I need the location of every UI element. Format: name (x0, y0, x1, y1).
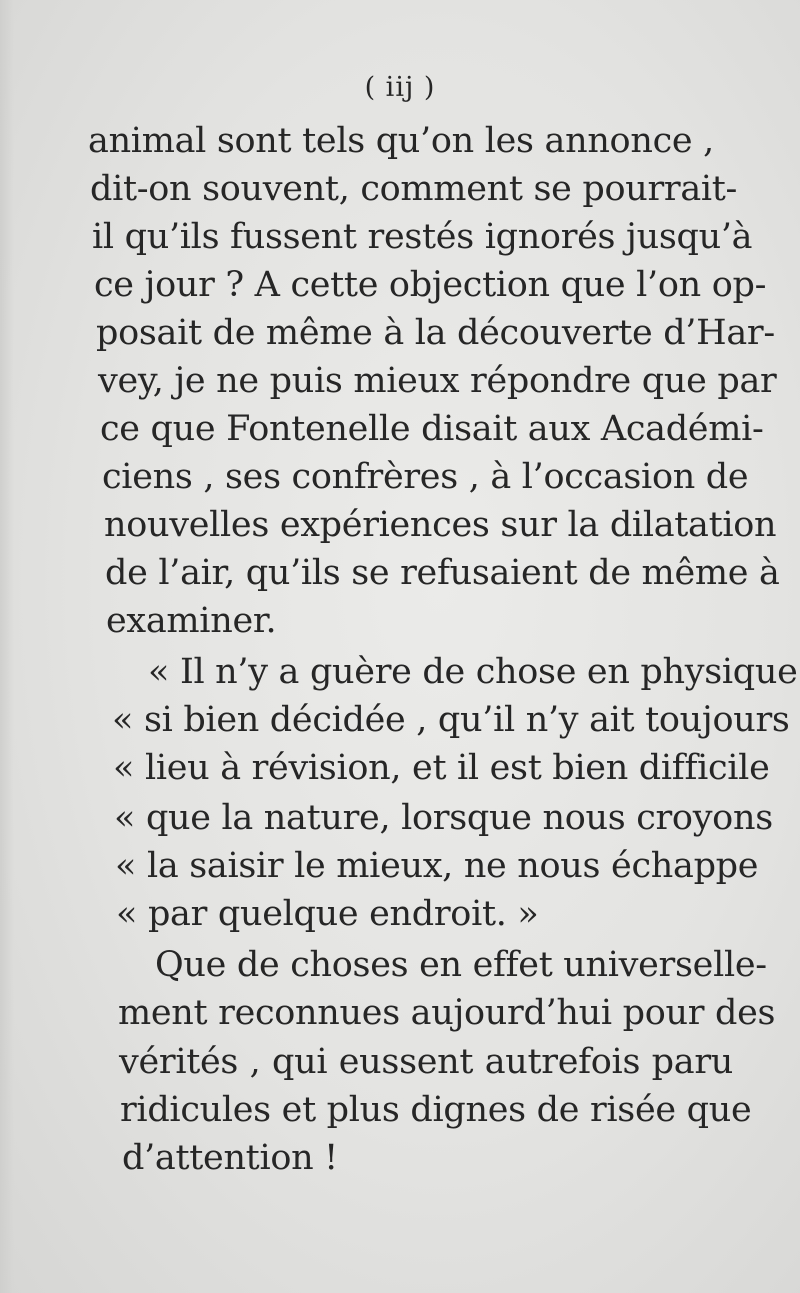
quote-line: « par quelque endroit. » (116, 894, 539, 934)
text-line: dit-on souvent, comment se pourrait- (90, 169, 738, 209)
text-line: ment reconnues aujourd’hui pour des (118, 993, 776, 1033)
text-line: ce jour ? A cette objection que l’on op- (94, 265, 767, 305)
text-line: examiner. (106, 601, 277, 641)
quote-line: « que la nature, lorsque nous croyons (114, 798, 773, 838)
quote-line: « lieu à révision, et il est bien difficile (113, 748, 770, 788)
text-line: animal sont tels qu’on les annonce , (88, 121, 714, 161)
text-line: de l’air, qu’ils se refusaient de même à (105, 553, 780, 593)
quote-line: « si bien décidée , qu’il n’y ait toujours (112, 700, 790, 740)
page-number: ( iij ) (364, 72, 436, 103)
text-line: posait de même à la découverte d’Har- (96, 313, 775, 353)
text-line: nouvelles expériences sur la dilatation (104, 505, 777, 545)
quote-line: « la saisir le mieux, ne nous échappe (115, 846, 759, 886)
page-edge (0, 0, 14, 1293)
text-line: vey, je ne puis mieux répondre que par (98, 361, 777, 401)
text-line: d’attention ! (122, 1138, 338, 1178)
text-line: vérités , qui eussent autrefois paru (119, 1042, 733, 1082)
text-line: ridicules et plus dignes de risée que (120, 1090, 752, 1130)
text-line: il qu’ils fussent restés ignorés jusqu’à (92, 217, 753, 257)
text-line: ce que Fontenelle disait aux Académi- (100, 409, 764, 449)
quote-line: « Il n’y a guère de chose en physique (148, 652, 798, 692)
text-line: Que de choses en effet universelle- (155, 945, 767, 985)
text-line: ciens , ses confrères , à l’occasion de (102, 457, 749, 497)
